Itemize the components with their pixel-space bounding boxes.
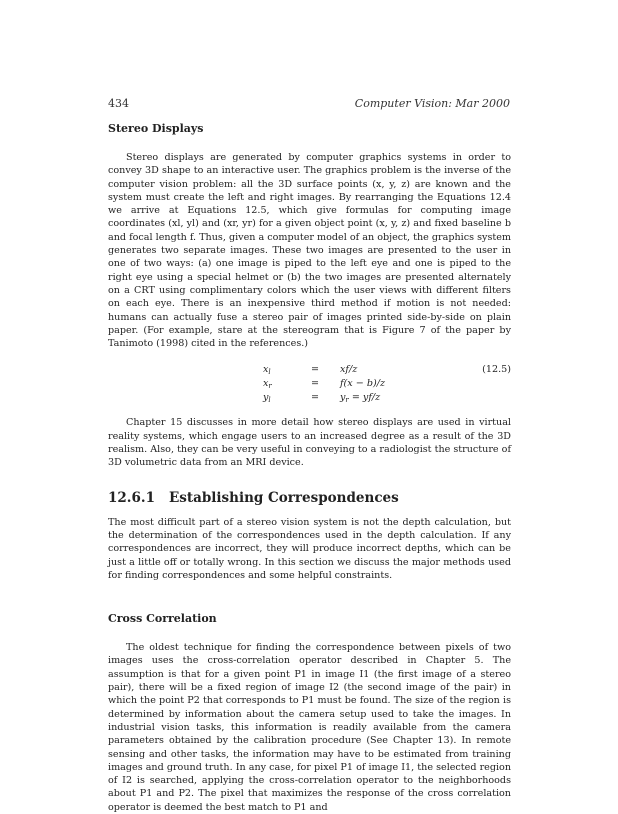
section-heading (108, 490, 511, 506)
equation-block-12-5 (108, 364, 511, 404)
page-content (108, 122, 511, 814)
equation-row-1: $x_l$ = xf/z (12.5) (263, 364, 511, 377)
after-equations-paragraph: Chapter 15 discusses in more detail how stereo displays are used in virtual reality systems, which engage users to an increased degree as a result of the 3D realism. Also, they can be very useful in conveying to a radiologist the structure of 3D volumetric data from an MRI device. (108, 417, 511, 469)
stereo-displays-heading: Stereo Displays (108, 122, 204, 135)
cross-correlation-paragraph: The oldest technique for finding the correspondence between pixels of two images uses the cross-correlation operator described in Chapter 5. The assumption is that for a given point P1 in image I1 (the first image of a stereo pair), there will be a fixed region of image I2 (the second image of the pair) in which the point P2 that corresponds to P1 must be found. The size of the region is determined by information about the camera setup used to take the images. In industrial vision tasks, this information is readily available from the camera parameters obtained by the calibration procedure (See Chapter 13). In remote sensing and other tasks, the information may have to be estimated from training images and ground truth. In any case, for pixel P1 of image I1, the selected region of I2 is searched, applying the cross-correlation operator to the neighborhoods about P1 and P2. The pixel that maximizes the response of the cross correlation operator is deemed the best match to P1 and (108, 642, 511, 813)
equation-row-3: $y_l$ = $y_r = yf/z$ (263, 392, 381, 405)
section-paragraph: The most difficult part of a stereo vision system is not the depth calculation, but the determination of the correspondences used in the depth calculation. If any correspondences are incorrect, they will produce incorrect depths, which can be just a little off or totally wrong. In this section we discuss the major methods used for finding correspondences and some helpful constraints. (108, 516, 511, 581)
stereo-displays-paragraph: Stereo displays are generated by computer graphics systems in order to convey 3D shape to an interactive user. The graphics problem is the inverse of the computer vision problem: all the 3D surface points (x, y, z) are known and the system must create the left and right images. By rearranging the Equations 12.4 we arrive at Equations 12.5, which give formulas for computing image coordinates (xl, yl) and (xr, yr) for a given object point (x, y, z) and fixed baseline b and focal length f. Thus, given a computer model of an object, the graphics system generates two separate images. These two images are presented to the user in one of two ways: (a) one image is piped to the left eye and one is piped to the right eye using a special helmet or (b) the two images are presented alternately on a CRT using complimentary colors which the user views with different filters on each eye. There is an inexpensive third method if motion is not needed: humans can actually fuse a stereo pair of images printed side-by-side on plain paper. (For example, stare at the stereogram that is Figure 7 of the paper by Tanimoto (1998) cited in the references.) (108, 152, 511, 350)
equation-number: (12.5) (482, 364, 511, 376)
page-number: 434 (108, 97, 129, 110)
running-header (108, 97, 510, 110)
running-title: Computer Vision: Mar 2000 (354, 97, 510, 110)
section-title: Establishing Correspondences (168, 489, 399, 506)
section-number: 12.6.1 (108, 489, 155, 506)
cross-correlation-heading: Cross Correlation (108, 612, 217, 626)
equation-row-2: $x_r$ = f(x − b)/z (263, 378, 386, 391)
